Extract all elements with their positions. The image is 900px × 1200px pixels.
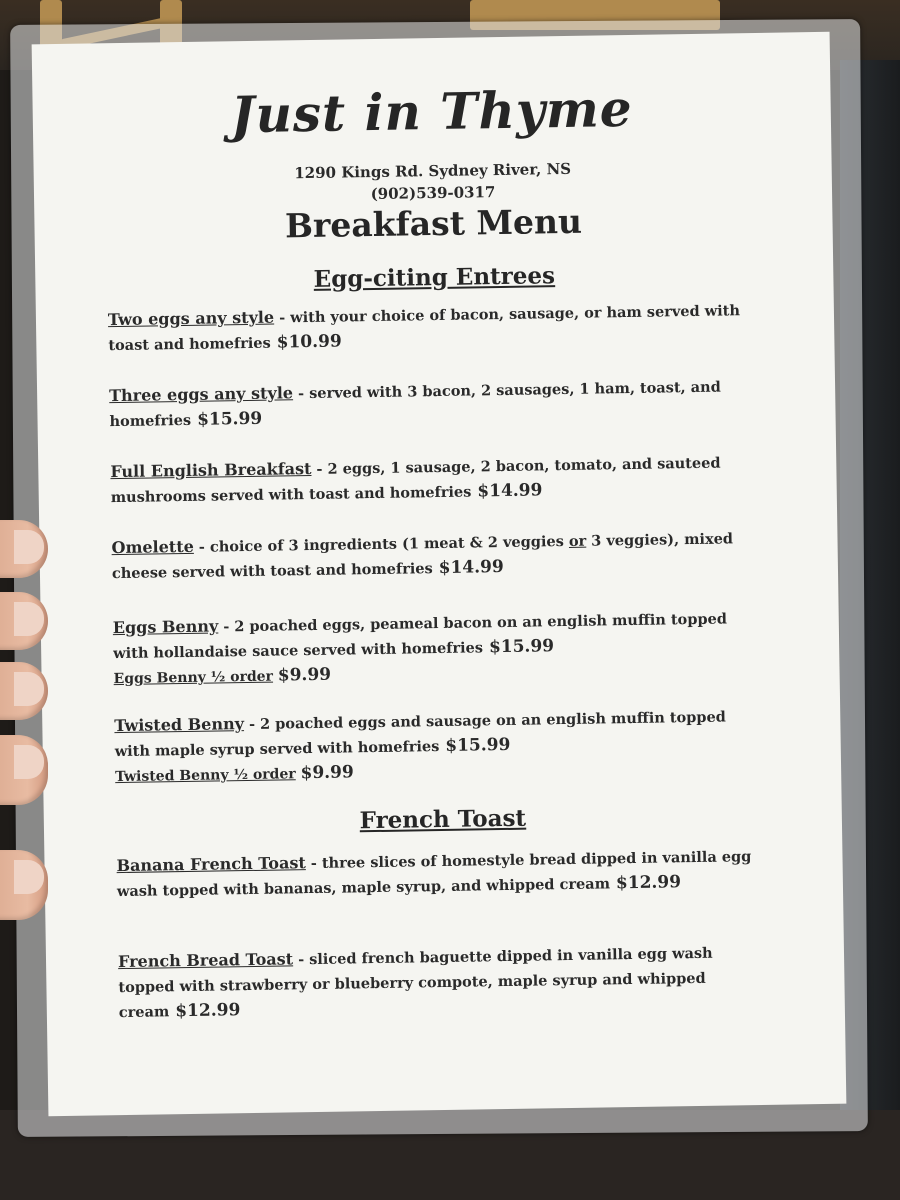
item-price: $12.99 [615, 872, 682, 894]
item-name: Three eggs any style [109, 383, 294, 406]
half-order-price: $9.99 [277, 664, 332, 686]
item-description: - 2 poached eggs and sausage on an english muffin topped with maple syrup served with homefries [114, 708, 727, 761]
item-description-or: or [568, 532, 587, 550]
item-price: $12.99 [175, 1000, 241, 1022]
item-name: Eggs Benny [112, 616, 219, 638]
fingernail [14, 672, 44, 706]
half-order-label: Twisted Benny ½ order [115, 766, 296, 786]
item-price: $15.99 [488, 636, 555, 658]
item-name: Banana French Toast [116, 853, 306, 876]
item-description: - three slices of homestyle bread dipped in vanilla egg wash topped with bananas, maple syrup, and whipped cream [116, 848, 752, 901]
item-price: $14.99 [438, 556, 504, 579]
menu-item [109, 373, 750, 434]
half-order [115, 754, 755, 790]
half-order-label: Eggs Benny ½ order [113, 668, 274, 688]
menu-item [110, 449, 751, 510]
item-price: $14.99 [477, 480, 543, 502]
menu-item [118, 939, 759, 1025]
fingernail [14, 745, 44, 779]
restaurant-phone: (902)539-0317 [370, 183, 496, 204]
restaurant-name: Just in Thyme [230, 78, 634, 145]
finger [0, 850, 48, 920]
item-description: - with your choice of bacon, sausage, or ham served with toast and homefries [108, 302, 741, 355]
item-description: - 2 poached eggs, peameal bacon on an english muffin topped with hollandaise sauce served with homefries [113, 610, 728, 663]
item-description: - choice of 3 ingredients (1 meat & 2 veggies [193, 532, 570, 556]
menu-item [113, 605, 754, 692]
menu-title: Breakfast Menu [284, 201, 583, 246]
item-description: - 2 eggs, 1 sausage, 2 bacon, tomato, and sauteed mushrooms served with toast and homefries [110, 454, 721, 507]
restaurant-address: 1290 Kings Rd. Sydney River, NS [294, 159, 572, 183]
menu-item [116, 843, 757, 904]
menu-item [114, 703, 755, 790]
item-name: French Bread Toast [117, 949, 294, 972]
menu-sheet [32, 32, 847, 1116]
item-name: Omelette [111, 536, 194, 558]
fingernail [14, 860, 44, 894]
section-title: Egg-citing Entrees [313, 262, 556, 293]
item-name: Two eggs any style [107, 307, 275, 330]
half-order [113, 656, 753, 692]
item-name: Twisted Benny [114, 714, 245, 736]
item-description: - sliced french baguette dipped in vanilla egg wash topped with strawberry or blueberry compote, maple syrup and whipped cream [118, 944, 713, 1022]
item-description: 3 veggies), mixed cheese served with toast and homefries [111, 530, 734, 583]
item-price: $10.99 [276, 331, 342, 353]
fingernail [14, 602, 44, 636]
menu-item [108, 297, 749, 358]
menu-item [111, 525, 752, 586]
item-name: Full English Breakfast [110, 458, 312, 482]
section-title: French Toast [359, 804, 527, 835]
half-order-price: $9.99 [300, 762, 354, 784]
item-description: - served with 3 bacon, 2 sausages, 1 ham, toast, and homefries [109, 378, 721, 431]
item-price: $15.99 [445, 734, 511, 756]
finger [0, 735, 48, 805]
fingernail [14, 530, 44, 564]
item-price: $15.99 [196, 408, 263, 430]
